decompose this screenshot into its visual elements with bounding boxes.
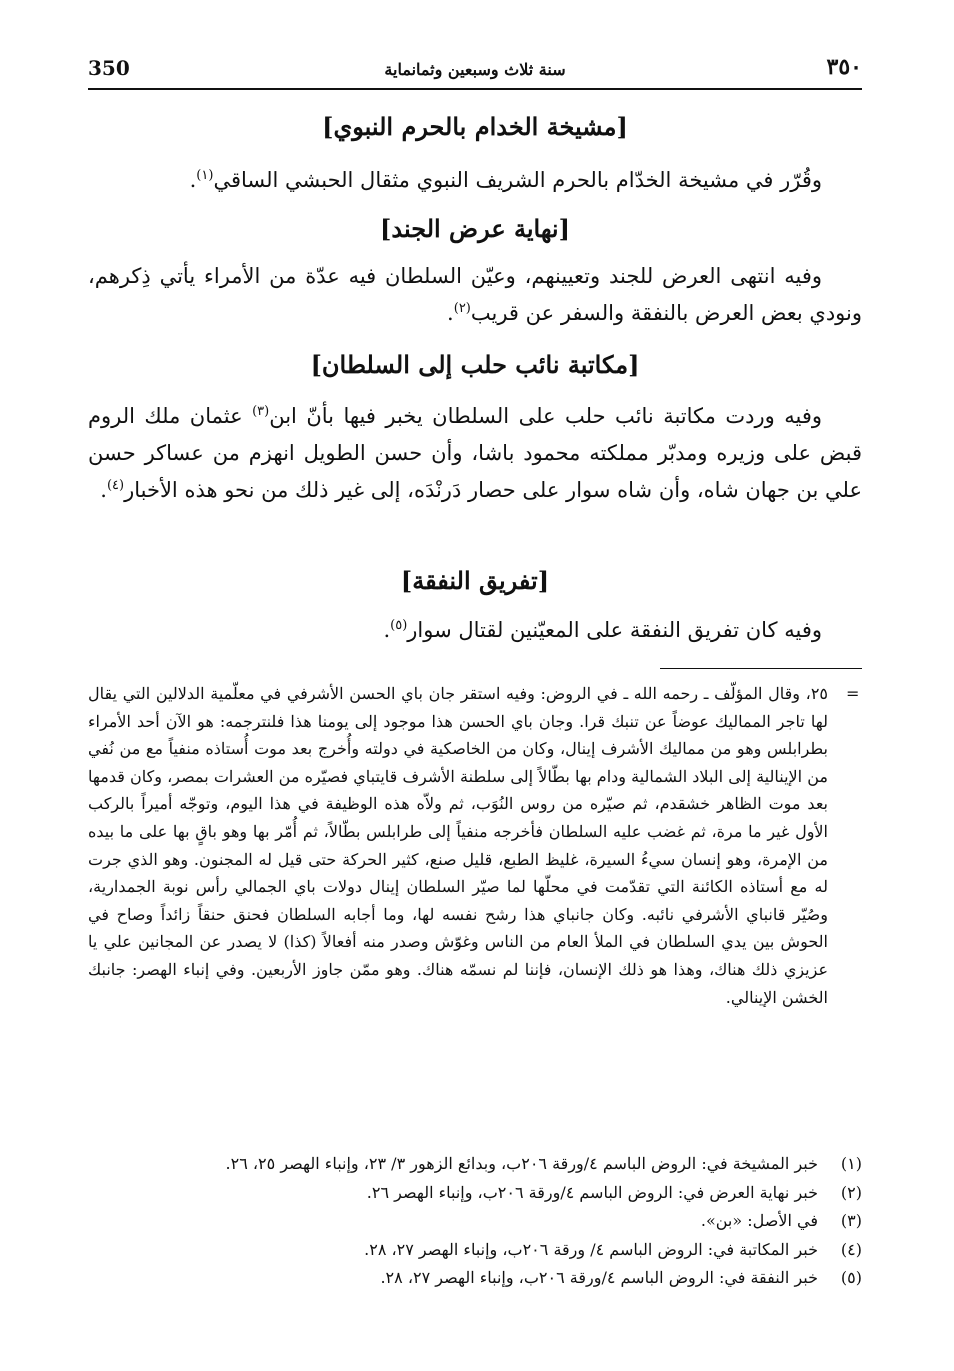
- paragraph-end: .: [447, 301, 454, 325]
- footnote-text: خبر نهاية العرض في: الروض الباسم ٤/ورقة ٢٠٦ب، وإنباء الهصر ٢٦.: [366, 1182, 818, 1202]
- footnote-ref: (١): [196, 168, 214, 183]
- section-heading: [نهاية عرض الجند]: [380, 214, 570, 243]
- paragraph-text: وفيه كان تفريق النفقة على المعيّنين لقتال سوار: [407, 618, 822, 642]
- section-paragraph: [88, 398, 862, 509]
- footnote-text: خبر النفقة في: الروض الباسم ٤/ورقة ٢٠٦ب، وإنباء الهصر ٢٧، ٢٨.: [380, 1268, 818, 1287]
- footnote-item: [88, 1150, 862, 1179]
- footnote-ref: (٥): [390, 618, 408, 633]
- footnote-rule: [660, 668, 862, 669]
- section-paragraph: [88, 162, 862, 199]
- page-number-latin: 350: [88, 56, 130, 80]
- paragraph-text: وقُرّر في مشيخة الخدّام بالحرم الشريف النبوي مثقال الحبشي الساقي: [213, 168, 822, 192]
- footnote-ref: (٣): [252, 404, 270, 419]
- footnote-item: [88, 1236, 862, 1265]
- footnote-number: (٣): [840, 1211, 862, 1230]
- page-number-arabic: ٣٥٠: [826, 54, 862, 80]
- footnote-number: (١): [840, 1154, 862, 1173]
- section-heading: [تفريق النفقة]: [400, 566, 550, 595]
- continuation-mark: =: [846, 684, 860, 703]
- footnote-text: خبر المكاتبة في: الروض الباسم ٤/ ورقة ٢٠٦ب، وإنباء الهصر ٢٧، ٢٨.: [364, 1239, 818, 1259]
- footnote-item: [88, 1179, 862, 1208]
- paragraph-text-cont: عثمان ملك الروم قبض على وزيره ومدبّر مملكته محمود باشا، وأن حسن الطويل انهزم من عساكر حسن علي بن جهان شاه، وأن شاه سوار على حصار دَرنْدَه، إلى غير ذلك من نحو هذه الأخبار: [88, 404, 862, 502]
- section-paragraph: [88, 612, 862, 649]
- footnote-continuation: ٢٥، وقال المؤلّف ـ رحمه الله ـ في الروض: وفيه استقر جان باي الحسن الأشرفي في معلّمية الدلالين التي يقال لها تاجر المماليك عوضاً عن تنبك قرا. وجان باي الحسن هذا موجود إلى يومنا هذا فلنترجمه: هو الآن أحد الأمراء بطرابلس وهو من مماليك الأشرف إينال، وكان من الخاصكية في دولته وأُخرج بعد موت أُستاذه منفياً مع من نُفي من الإينالية إلى البلاد الشمالية ودام بها بطّالاً إلى سلطنة الأشرف قايتباي فصيّره من العشرات بمصر، وكان قدمها بعد موت الظاهر خشقدم، ثم صيّره من روس النُوَب، ثم ولاّه هذه الوظيفة في هذا اليوم، وتوجّه أميراً بالركب الأول غير ما مرة، ثم غضب عليه السلطان فأخرجه منفياً إلى طرابلس بطّالاً، ثم أُمّر بها وهو باقٍ بها على ما بيده من الإمرة، وهو إنسان سيءُ السيرة، غليظ الطبع، قليل صنع، كثير الحركة حتى قيل له المجنون. وهو الذي جرت له مع أستاذه الكائنة التي تقدّمت في محلّها لما صيّر السلطان إينال دولات باي الجمالي رأس نوبة الجمدارية، وصُيّر قانباي الأشرفي نائبه. وكان جانباي هذا رشح نفسه لها، وما أجابه السلطان فحنق حنقاً زائداً وصاح في الحوش بين يدي السلطان في الملأ العام من الناس وغوّش وصدر منه أفعالاً (كذا) لا يصدر عن المجانين علي يا عزيزي ذلك هناك، وهذا هو ذلك الإنسان، فإننا لم نسمّه هناك. وهو ممّن جاوز الأربعين. وفي إنباء الهصر: جانبك الخشن الإينالي.: [88, 684, 828, 1007]
- footnote-list: [88, 1150, 862, 1293]
- footnote-ref: (٤): [106, 478, 125, 493]
- footnote-item: [88, 1264, 862, 1293]
- footnote-item: [88, 1207, 862, 1236]
- section-heading: [مشيخة الخدام بالحرم النبوي]: [322, 112, 628, 141]
- footnote-number: (٥): [840, 1268, 862, 1287]
- running-title: سنة ثلاث وسبعين وثمانماية: [384, 60, 566, 79]
- paragraph-end: .: [383, 618, 391, 642]
- paragraph-text: وفيه انتهى العرض للجند وتعيينهم، وعيّن السلطان فيه عدّة من الأمراء يأتي ذِكرهم، ونودي بعض العرض بالنفقة والسفر عن قريب: [88, 264, 862, 325]
- section-heading: [مكاتبة نائب حلب إلى السلطان]: [310, 350, 640, 379]
- paragraph-text: وفيه وردت مكاتبة نائب حلب على السلطان يخبر فيها بأنّ ابن: [269, 404, 822, 428]
- paragraph-end: .: [189, 168, 197, 192]
- paragraph-end: .: [100, 478, 107, 502]
- footnote-number: (٤): [840, 1239, 862, 1259]
- page-header: [88, 52, 862, 90]
- footnote-ref: (٢): [453, 301, 471, 316]
- footnote-text: في الأصل: «بن».: [700, 1211, 818, 1230]
- footnote-text: خبر المشيخة في: الروض الباسم ٤/ورقة ٢٠٦ب، وبدائع الزهور ٣/ ٢٣، وإنباء الهصر ٢٥، ٢٦.: [225, 1154, 818, 1173]
- footnote-number: (٢): [840, 1182, 862, 1202]
- section-paragraph: [88, 258, 862, 332]
